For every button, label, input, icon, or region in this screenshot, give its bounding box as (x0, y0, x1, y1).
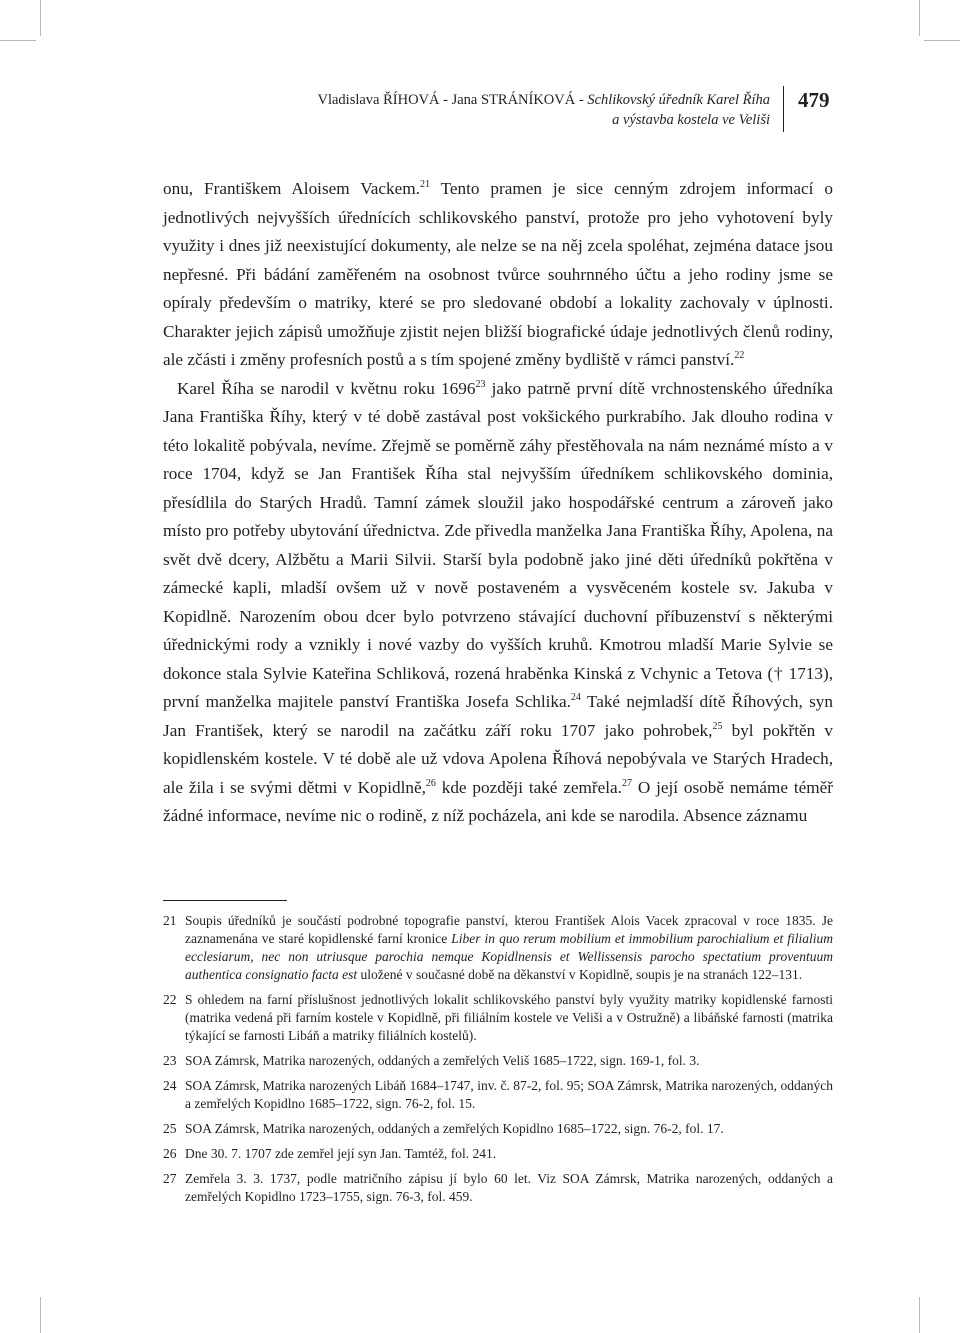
p2-text-a: Karel Říha se narodil v květnu roku 1696 (177, 378, 476, 398)
p2-text-e: kde později také zemřela. (435, 777, 622, 797)
footnote-27 (163, 1170, 833, 1206)
crop-mark-top-right (919, 0, 920, 36)
footnote-number: 21 (163, 913, 177, 928)
fn21-text-b: uložené v současné době na děkanství v Kopidlně, soupis je na stranách 122–131. (357, 967, 803, 982)
footnote-ref-25[interactable]: 25 (712, 720, 723, 732)
crop-mark-top-left-h (0, 40, 36, 41)
footnote-number: 22 (163, 992, 177, 1007)
footnote-text: Dne 30. 7. 1707 zde zemřel její syn Jan. Tamtéž, fol. 241. (185, 1146, 497, 1161)
p1-text-b: Tento pramen je sice cenným zdrojem informací o jednotlivých nejvyšších úřednících schlikovského panství, protože pro jeho vyhotovení byly využity i dnes již neexistující dokumenty, ale nelze se na něj zcela spoléhat, zejména datace jsou nepřesné. Při bádání zaměřeném na osobnost tvůrce souhrnného účtu a jeho rodiny jsme se opíraly především o matriky, které se pro sledované období a lokality zachovaly v úplnosti. Charakter jejich zápisů umožňuje zjistit nejen bližší biografické údaje jednotlivých členů rodiny, ale zčásti i změny profesních postů a s tím spojené změny bydliště v rámci panství. (163, 179, 833, 369)
p2-text-b: jako patrně první dítě vrchnostenského úředníka Jana Františka Říhy, který v té době zastával post vokšického purkrabího. Jak dlouho rodina v této lokalitě pobývala, nevíme. Zřejmě se poměrně záhy přestěhovala na nám neznámé místo a v roce 1704, když se Jan František Říha stal nejvyšším úředníkem schlikovského dominia, přesídlila do Starých Hradů. Tamní zámek sloužil jako hospodářské centrum a zároveň jako místo pro potřeby ubytování úřednictva. Zde přivedla manželka Jana Františka Říhy, Apolena, na svět dvě dcery, Alžbětu a Marii Silvii. Starší byla podobně jako jiné děti úředníků pokřtěna v zámecké kapli, mladší ovšem už v nově postaveném a vysvěceném kostele sv. Jakuba v Kopidlně. Narozením obou dcer bylo potvrzeno stávající duchovní příbuzenství s některými úřednickými rody a vznikly i nové vazby do vyšších kruhů. Kmotrou mladší Marie Sylvie se dokonce stala Sylvie Kateřina Schliková, rozená hraběnka Kinská z Vchynic a Tetova († 1713), první manželka majitele panství Františka Josefa Schlika. (163, 378, 833, 711)
crop-mark-top-right-h (924, 40, 960, 41)
paragraph-2 (163, 375, 833, 831)
footnote-24 (163, 1077, 833, 1113)
header-divider (783, 86, 784, 132)
footnote-text (185, 912, 833, 984)
footnote-23 (163, 1052, 833, 1070)
header-title-2: a výstavba kostela ve Veliši (612, 112, 770, 128)
footnote-number: 27 (163, 1171, 177, 1186)
footnote-number: 26 (163, 1146, 177, 1161)
fn21-text-a: Soupis úředníků je součástí podrobné topografie panství, kterou František Alois Vacek zpracoval v roce 1835. Je zaznamenána ve staré kopidlenské farní kronice (185, 913, 833, 946)
footnote-text: S ohledem na farní příslušnost jednotlivých lokalit schlikovského panství byly využity matriky kopidlenské farnosti (matrika vedená při farním kostele v Kopidlně, při filiálním kostele ve Veliši a v Ostružně) a libáňské farnosti (matrika týkající se farnosti Libáň a matriky filiálních kostelů). (185, 992, 833, 1043)
p1-text-a: onu, Františkem Aloisem Vackem. (163, 179, 420, 198)
footnote-separator (163, 900, 287, 901)
body-text (163, 175, 833, 831)
p2-text-d: byl pokřtěn v kopidlenském kostele. V té době ale už vdova Apolena Říhová nepobývala ve Starých Hradech, ale žila i se svými dětmi v Kopidlně, (163, 720, 833, 797)
p2-text-f: O její osobě nemáme téměř žádné informace, nevíme nic o rodině, z níž pocházela, ani kde se narodila. Absence záznamu (163, 777, 834, 825)
footnote-number: 24 (163, 1078, 177, 1093)
footnote-ref-24[interactable]: 24 (570, 692, 581, 703)
footnote-text: SOA Zámrsk, Matrika narozených, oddaných a zemřelých Veliš 1685–1722, sign. 169-1, fol. 3. (185, 1053, 700, 1068)
page-number: 479 (798, 88, 830, 112)
footnote-26 (163, 1145, 833, 1163)
footnote-text: Zemřela 3. 3. 1737, podle matričního zápisu jí bylo 60 let. Viz SOA Zámrsk, Matrika narozených, oddaných a zemřelých Kopidlno 1723–1755, sign. 76-3, fol. 459. (185, 1171, 833, 1204)
footnote-ref-22[interactable]: 22 (734, 350, 745, 361)
footnote-ref-26[interactable]: 26 (425, 777, 436, 789)
footnote-text: SOA Zámrsk, Matrika narozených, oddaných a zemřelých Kopidlno 1685–1722, sign. 76-2, fol. 17. (185, 1121, 724, 1136)
footnote-22 (163, 991, 833, 1045)
footnote-25 (163, 1120, 833, 1138)
footnote-number: 23 (163, 1053, 177, 1068)
fn21-latin-title: Liber in quo rerum mobilium et immobilium parochialium et filialium ecclesiarum, nec non utriusque parochia nemque Kopidlnensis et Wellissensis parocho spectatium proventuum authentica consignatio facta est (185, 931, 833, 982)
footnotes (163, 912, 833, 1213)
footnote-ref-23[interactable]: 23 (475, 378, 486, 390)
crop-mark-top-left (40, 0, 41, 36)
paragraph-1 (163, 175, 833, 375)
footnote-ref-27[interactable]: 27 (621, 777, 632, 789)
crop-mark-bottom-right (919, 1297, 920, 1333)
footnote-ref-21[interactable]: 21 (419, 179, 430, 190)
header-title-1: Schlikovský úředník Karel Říha (587, 92, 770, 108)
footnote-number: 25 (163, 1121, 177, 1136)
footnote-21 (163, 912, 833, 984)
p2-text-c: Také nejmladší dítě Říhových, syn Jan František, který se narodil na začátku září roku 1707 jako pohrobek, (163, 692, 833, 740)
footnote-text: SOA Zámrsk, Matrika narozených Libáň 1684–1747, inv. č. 87-2, fol. 95; SOA Zámrsk, Matrika narozených, oddaných a zemřelých Kopidlno 1685–1722, sign. 76-2, fol. 15. (185, 1078, 833, 1111)
crop-mark-bottom-left (40, 1297, 41, 1333)
header-line-1 (170, 90, 770, 110)
running-header (170, 90, 770, 130)
header-authors: Vladislava ŘÍHOVÁ - Jana STRÁNÍKOVÁ - (317, 92, 588, 108)
